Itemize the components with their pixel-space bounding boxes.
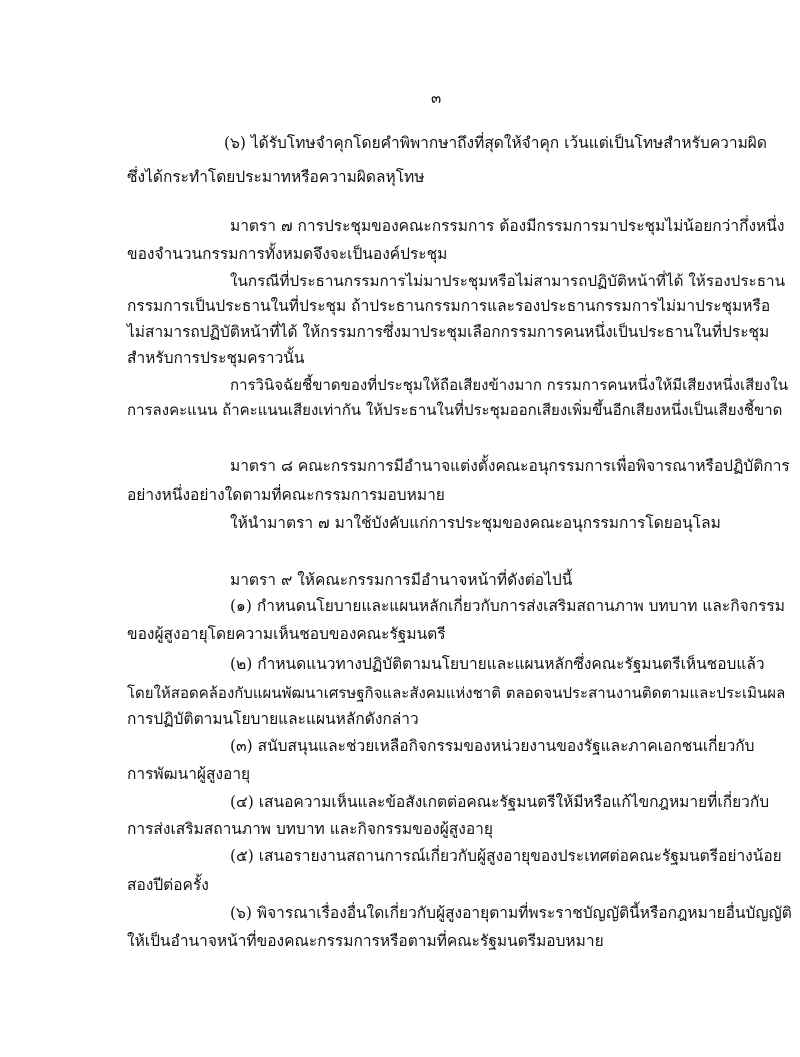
section-8-heading: มาตรา ๘ คณะกรรมการมีอำนาจแต่งตั้งคณะอนุกรรมการเพื่อพิจารณาหรือปฏิบัติการ (230, 457, 790, 475)
text-line: การพัฒนาผู้สูงอายุ (127, 765, 251, 783)
text-line: การปฏิบัติตามนโยบายและแผนหลักดังกล่าว (127, 710, 419, 728)
text-line: (๔) เสนอความเห็นและข้อสังเกตต่อคณะรัฐมนตรีให้มีหรือแก้ไขกฎหมายที่เกี่ยวกับ (230, 793, 770, 811)
text-line: ของผู้สูงอายุโดยความเห็นชอบของคณะรัฐมนตรี (127, 625, 446, 643)
text-line: อย่างหนึ่งอย่างใดตามที่คณะกรรมการมอบหมาย (127, 486, 445, 504)
text-line: ให้เป็นอำนาจหน้าที่ของคณะกรรมการหรือตามที่คณะรัฐมนตรีมอบหมาย (127, 932, 604, 950)
text-line: (๓) สนับสนุนและช่วยเหลือกิจกรรมของหน่วยงานของรัฐและภาคเอกชนเกี่ยวกับ (230, 737, 755, 755)
text-line: ไม่สามารถปฏิบัติหน้าที่ได้ ให้กรรมการซึ่งมาประชุมเลือกกรรมการคนหนึ่งเป็นประธานในที่ประชุม (127, 323, 770, 341)
text-line: (๕) เสนอรายงานสถานการณ์เกี่ยวกับผู้สูงอายุของประเทศต่อคณะรัฐมนตรีอย่างน้อย (230, 847, 782, 865)
page-number: ๓ (431, 89, 442, 107)
text-line: ในกรณีที่ประธานกรรมการไม่มาประชุมหรือไม่สามารถปฏิบัติหน้าที่ได้ ให้รองประธาน (230, 272, 786, 290)
text-line: การส่งเสริมสถานภาพ บทบาท และกิจกรรมของผู้สูงอายุ (127, 820, 493, 838)
text-line: กรรมการเป็นประธานในที่ประชุม ถ้าประธานกรรมการและรองประธานกรรมการไม่มาประชุมหรือ (127, 297, 771, 315)
text-line: (๑) กำหนดนโยบายและแผนหลักเกี่ยวกับการส่งเสริมสถานภาพ บทบาท และกิจกรรม (230, 597, 785, 615)
text-line: (๖) ได้รับโทษจำคุกโดยคำพิพากษาถึงที่สุดให้จำคุก เว้นแต่เป็นโทษสำหรับความผิด (224, 134, 767, 152)
text-line: (๖) พิจารณาเรื่องอื่นใดเกี่ยวกับผู้สูงอายุตามที่พระราชบัญญัตินี้หรือกฎหมายอื่นบัญญัติ (230, 904, 792, 922)
text-line: ซึ่งได้กระทำโดยประมาทหรือความผิดลหุโทษ (127, 168, 425, 186)
text-line: การวินิจฉัยชี้ขาดของที่ประชุมให้ถือเสียงข้างมาก กรรมการคนหนึ่งให้มีเสียงหนึ่งเสียงใน (230, 376, 789, 394)
text-line: ของจำนวนกรรมการทั้งหมดจึงจะเป็นองค์ประชุม (127, 245, 448, 263)
text-line: โดยให้สอดคล้องกับแผนพัฒนาเศรษฐกิจและสังคมแห่งชาติ ตลอดจนประสานงานติดตามและประเมินผล (127, 684, 786, 702)
text-line: ให้นำมาตรา ๗ มาใช้บังคับแก่การประชุมของคณะอนุกรรมการโดยอนุโลม (230, 514, 721, 532)
text-line: สองปีต่อครั้ง (127, 876, 209, 894)
text-line: การลงคะแนน ถ้าคะแนนเสียงเท่ากัน ให้ประธานในที่ประชุมออกเสียงเพิ่มขึ้นอีกเสียงหนึ่งเป็นเสียงชี้ขาด (127, 401, 783, 419)
text-line: สำหรับการประชุมคราวนั้น (127, 349, 305, 367)
section-7-heading: มาตรา ๗ การประชุมของคณะกรรมการ ต้องมีกรรมการมาประชุมไม่น้อยกว่ากึ่งหนึ่ง (230, 217, 785, 235)
text-line: (๒) กำหนดแนวทางปฏิบัติตามนโยบายและแผนหลักซึ่งคณะรัฐมนตรีเห็นชอบแล้ว (230, 655, 765, 673)
section-9-heading: มาตรา ๙ ให้คณะกรรมการมีอำนาจหน้าที่ดังต่อไปนี้ (230, 571, 573, 589)
